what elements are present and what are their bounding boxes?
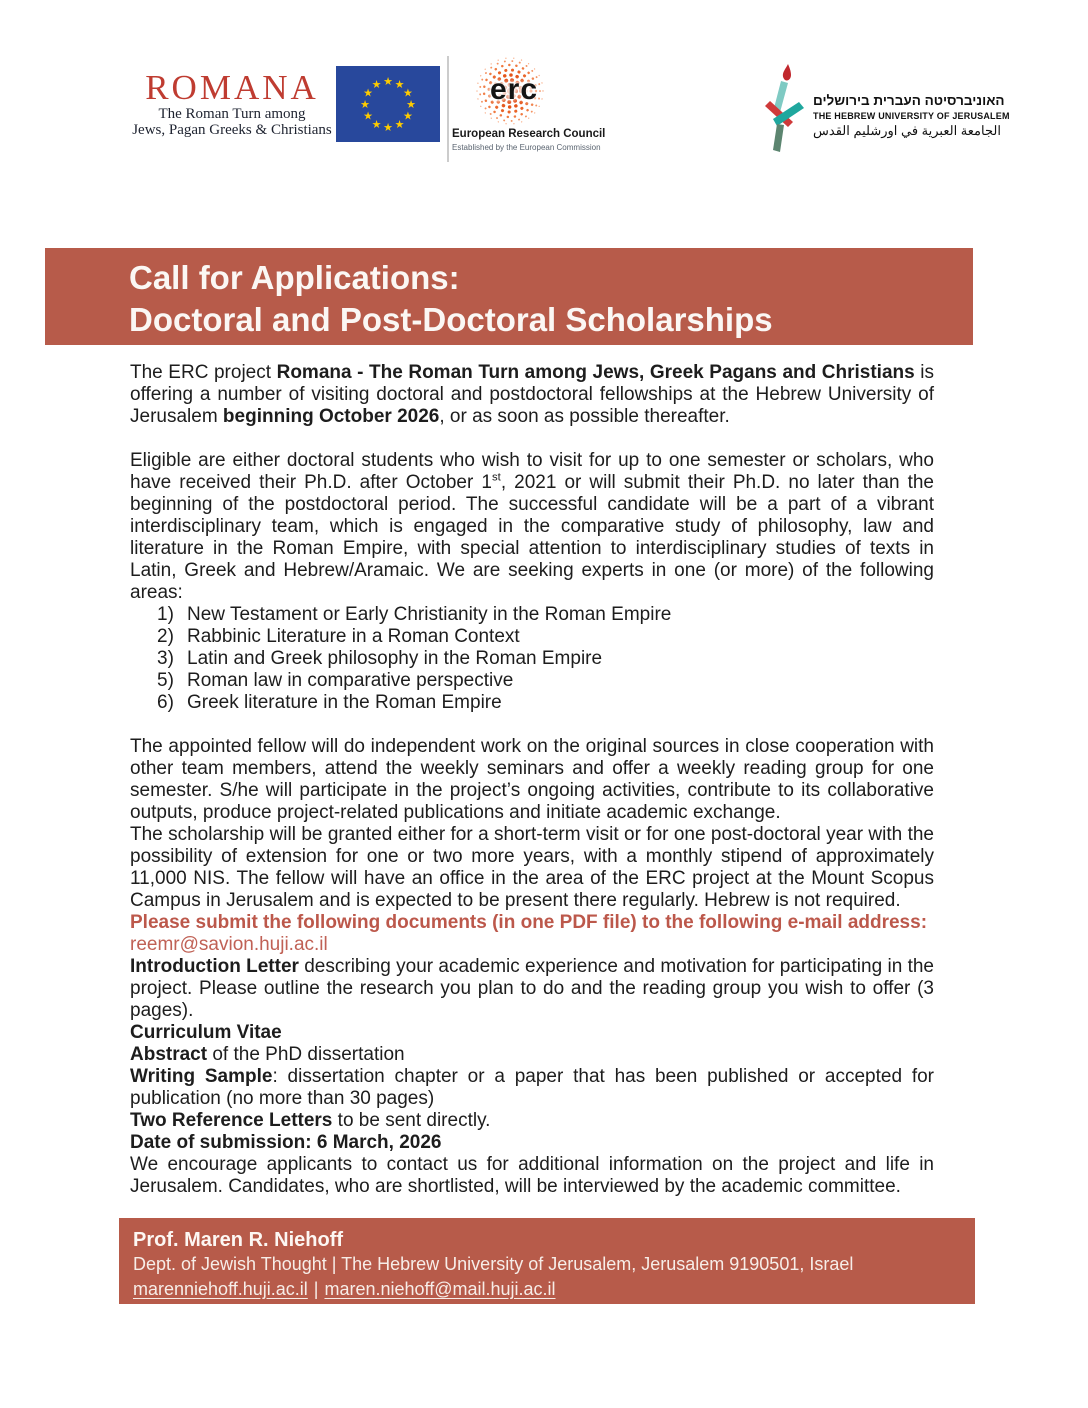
svg-text:★: ★ <box>371 78 382 92</box>
area-list-item <box>130 692 934 714</box>
paragraph-writing-sample <box>130 1066 934 1110</box>
spacer <box>130 714 934 736</box>
list-marker: 5) <box>157 670 174 691</box>
header-divider <box>447 56 449 162</box>
text-run: , 2021 or will submit their Ph.D. no later than the beginning of the postdoctoral period. The successful candidate will be a part of a vibrant interdisciplinary team, which is engaged in the comparative study of philosophy, law and literature in the Roman Empire, with special attention to interdisciplinary studies of texts in Latin, Greek and Hebrew/Aramaic. We are seeking experts in one (or more) of the following areas: <box>130 472 934 603</box>
romana-logo-subtitle-1: The Roman Turn among <box>158 106 306 122</box>
list-marker: 1) <box>157 604 174 625</box>
spacer <box>130 428 934 450</box>
erc-tagline: Established by the European Commission <box>452 143 601 152</box>
eu-flag-stars <box>336 66 440 142</box>
erc-sunburst-icon <box>454 56 566 126</box>
list-item-text: Latin and Greek philosophy in the Roman Empire <box>187 648 603 669</box>
svg-text:★: ★ <box>394 78 405 92</box>
document-item-bold: Introduction Letter <box>130 956 299 977</box>
title-banner <box>45 248 973 345</box>
romana-logo <box>123 70 341 138</box>
romana-logo-subtitle-2: Jews, Pagan Greeks & Christians <box>132 122 332 138</box>
eu-flag-icon <box>336 66 440 142</box>
area-list-item <box>130 648 934 670</box>
text-run: Eligible are either doctoral students who wish to visit for up to one semester or scholars, who have received their Ph.D. after October 1 <box>130 450 934 493</box>
area-list-item <box>130 626 934 648</box>
paragraph-curriculum-vitae: Curriculum Vitae <box>130 1022 282 1043</box>
svg-text:★: ★ <box>406 98 416 111</box>
contact-links <box>133 1277 957 1302</box>
banner-title-line2: Doctoral and Post-Doctoral Scholarships <box>129 301 773 338</box>
document-body <box>130 362 934 1198</box>
text-run: to be sent directly. <box>332 1110 491 1131</box>
text-run: is offering a number of visiting doctoral and postdoctoral fellowships at the Hebrew University of Jerusalem <box>130 362 934 427</box>
svg-text:★: ★ <box>371 117 382 131</box>
erc-acronym: erc <box>489 73 539 106</box>
list-item-text: Rabbinic Literature in a Roman Context <box>187 626 520 647</box>
paragraph-eligibility <box>130 450 934 604</box>
banner-title-line1: Call for Applications: <box>129 259 460 296</box>
text-run: describing your academic experience and motivation for participating in the project. Please outline the research you plan to do and the reading group you wish to offer (3 pages). <box>130 956 934 1021</box>
erc-name: European Research Council <box>452 128 606 140</box>
paragraph-deadline: Date of submission: 6 March, 2026 <box>130 1132 442 1153</box>
paragraph-fellow-duties: The appointed fellow will do independent work on the original sources in close cooperation with other team members, attend the weekly seminars and offer a weekly reading group for one semester. S/he will participate in the project’s ongoing activities, contribute to its collaborative outputs, produce project-related publications and initiate academic exchange. <box>130 736 934 823</box>
list-marker: 6) <box>157 692 174 713</box>
paragraph-project-intro <box>130 362 934 428</box>
area-list-item <box>130 670 934 692</box>
contact-department: Dept. of Jewish Thought | The Hebrew University of Jerusalem, Jerusalem 9190501, Israel <box>133 1254 854 1274</box>
text-run: The ERC project <box>130 362 277 383</box>
document-item-bold: Abstract <box>130 1044 208 1065</box>
svg-text:★: ★ <box>363 86 374 100</box>
contact-website-link[interactable]: marenniehoff.huji.ac.il <box>133 1279 308 1299</box>
list-marker: 3) <box>157 648 174 669</box>
ordinal-superscript: st <box>491 471 501 484</box>
area-list-item <box>130 604 934 626</box>
text-run: : dissertation chapter or a paper that has been published or accepted for publication (no more than 30 pages) <box>130 1066 934 1109</box>
svg-text:★: ★ <box>383 75 393 88</box>
paragraph-closing: We encourage applicants to contact us for additional information on the project and life in Jerusalem. Candidates, who are shortlisted, will be interviewed by the academic committee. <box>130 1154 934 1197</box>
svg-text:★: ★ <box>363 109 374 123</box>
paragraph-introduction-letter <box>130 956 934 1022</box>
contact-footer <box>119 1218 975 1304</box>
list-item-text: New Testament or Early Christianity in the Roman Empire <box>187 604 672 625</box>
romana-logo-title: ROMANA <box>145 68 319 107</box>
svg-text:★: ★ <box>394 117 405 131</box>
document-item-bold: Two Reference Letters <box>130 1110 333 1131</box>
project-name-bold: Romana - The Roman Turn among Jews, Greek Pagans and Christians <box>276 362 915 383</box>
text-run: of the PhD dissertation <box>207 1044 405 1065</box>
contact-name: Prof. Maren R. Niehoff <box>133 1229 344 1251</box>
svg-text:★: ★ <box>402 86 413 100</box>
list-item-text: Greek literature in the Roman Empire <box>187 692 502 713</box>
list-item-text: Roman law in comparative perspective <box>187 670 514 691</box>
contact-email-link[interactable]: maren.niehoff@mail.huji.ac.il <box>324 1279 556 1299</box>
link-separator: | <box>313 1279 319 1299</box>
submission-instructions: Please submit the following documents (in one PDF file) to the following e-mail address: <box>130 912 928 933</box>
paragraph-scholarship-terms: The scholarship will be granted either for a short-term visit or for one post-doctoral year with the possibility of extension for one or two more years, with a monthly stipend of approximately 11,000 NIS. The fellow will have an office in the area of the ERC project at the Mount Scopus Campus in Jerusalem and is expected to be present there regularly. Hebrew is not required. <box>130 824 934 911</box>
huji-name-english: THE HEBREW UNIVERSITY OF JERUSALEM <box>813 111 1010 121</box>
svg-text:★: ★ <box>360 98 370 111</box>
text-run: , or as soon as possible thereafter. <box>439 406 730 427</box>
research-areas-list <box>130 604 934 714</box>
paragraph-reference-letters <box>130 1110 934 1132</box>
erc-logo <box>452 56 606 152</box>
start-date-bold: beginning October 2026 <box>222 406 440 427</box>
document-item-bold: Writing Sample <box>130 1066 273 1087</box>
submission-email-link[interactable]: reemr@savion.huji.ac.il <box>130 934 328 955</box>
paragraph-abstract <box>130 1044 934 1066</box>
list-marker: 2) <box>157 626 174 647</box>
svg-text:★: ★ <box>383 121 393 134</box>
submission-email-line <box>130 934 934 956</box>
huji-name-arabic: الجامعة العبرية في اورشليم القدس <box>813 123 1001 138</box>
svg-text:★: ★ <box>402 109 413 123</box>
huji-torch-icon <box>757 64 809 152</box>
huji-name-hebrew: האוניברסיטה העברית בירושלים <box>813 93 1005 108</box>
